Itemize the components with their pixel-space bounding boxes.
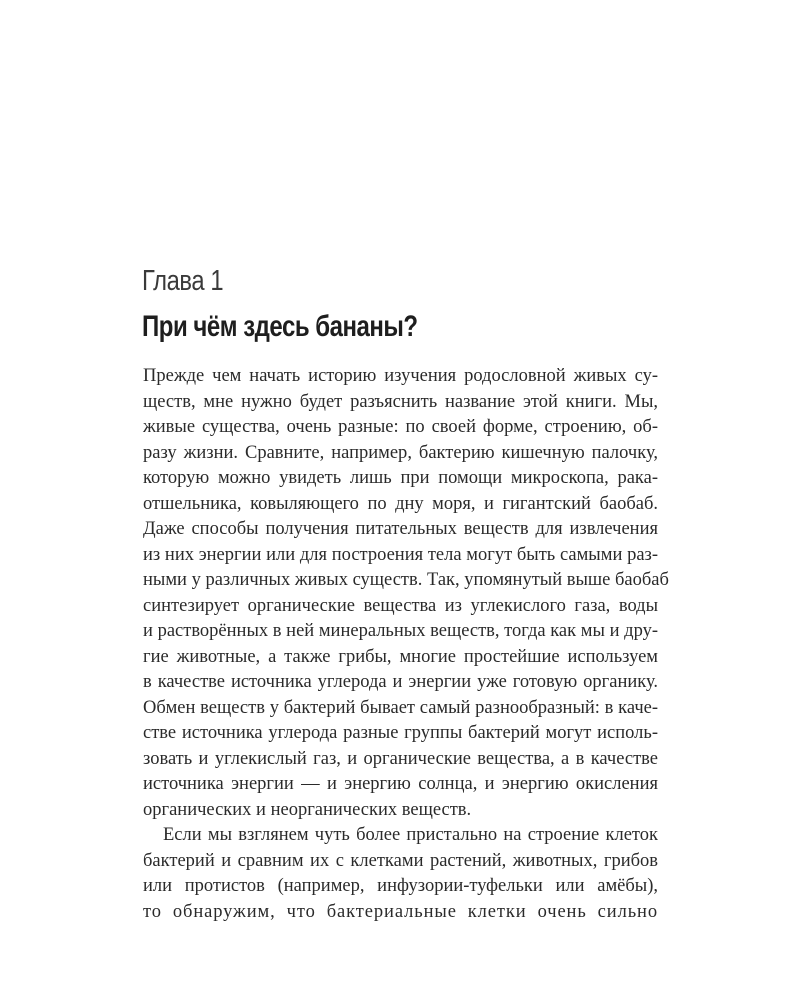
text-line: органических и неорганических веществ. [143, 799, 472, 820]
text-line: и растворённых в ней минеральных веществ, тогда как мы и дру- [143, 621, 658, 641]
text-line: гие животные, а также грибы, многие простейшие используем [143, 646, 658, 667]
text-line: стве источника углерода разные группы бактерий могут исполь- [143, 723, 658, 743]
text-line: Прежде чем начать историю изучения родословной живых су- [143, 366, 658, 386]
text-line: Даже способы получения питательных веществ для извлечения [143, 519, 658, 539]
text-line: в качестве источника углерода и энергии уже готовую органику. [143, 672, 658, 692]
text-line: зовать и углекислый газ, и органические вещества, а в качестве [143, 748, 658, 769]
text-line: из них энергии или для построения тела могут быть самыми раз- [143, 544, 658, 565]
text-line: Если мы взглянем чуть более пристально на строение клеток [163, 825, 658, 845]
chapter-number: Глава 1 [142, 265, 224, 297]
text-line: источника энергии — и энергию солнца, и энергию окисления [143, 774, 658, 794]
body-text [143, 364, 669, 925]
text-line: живые существа, очень разные: по своей форме, строению, об- [143, 417, 658, 437]
text-line: отшельника, ковыляющего по дну моря, и гигантский баобаб. [143, 493, 658, 514]
text-line: Обмен веществ у бактерий бывает самый разнообразный: в каче- [143, 697, 658, 718]
text-line: синтезирует органические вещества из углекислого газа, воды [143, 595, 658, 616]
text-line: ществ, мне нужно будет разъяснить название этой книги. Мы, [143, 391, 658, 412]
text-line: или протистов (например, инфузории-туфельки или амёбы), [143, 876, 658, 896]
text-line: ными у различных живых существ. Так, упомянутый выше баобаб [143, 570, 669, 590]
text-line: то обнаружим, что бактериальные клетки очень сильно [143, 901, 658, 922]
chapter-title: При чём здесь бананы? [142, 310, 418, 343]
text-line: бактерий и сравним их с клетками растений, животных, грибов [143, 850, 658, 871]
text-line: разу жизни. Сравните, например, бактерию кишечную палочку, [143, 442, 658, 463]
text-line: которую можно увидеть лишь при помощи микроскопа, рака- [143, 468, 658, 488]
